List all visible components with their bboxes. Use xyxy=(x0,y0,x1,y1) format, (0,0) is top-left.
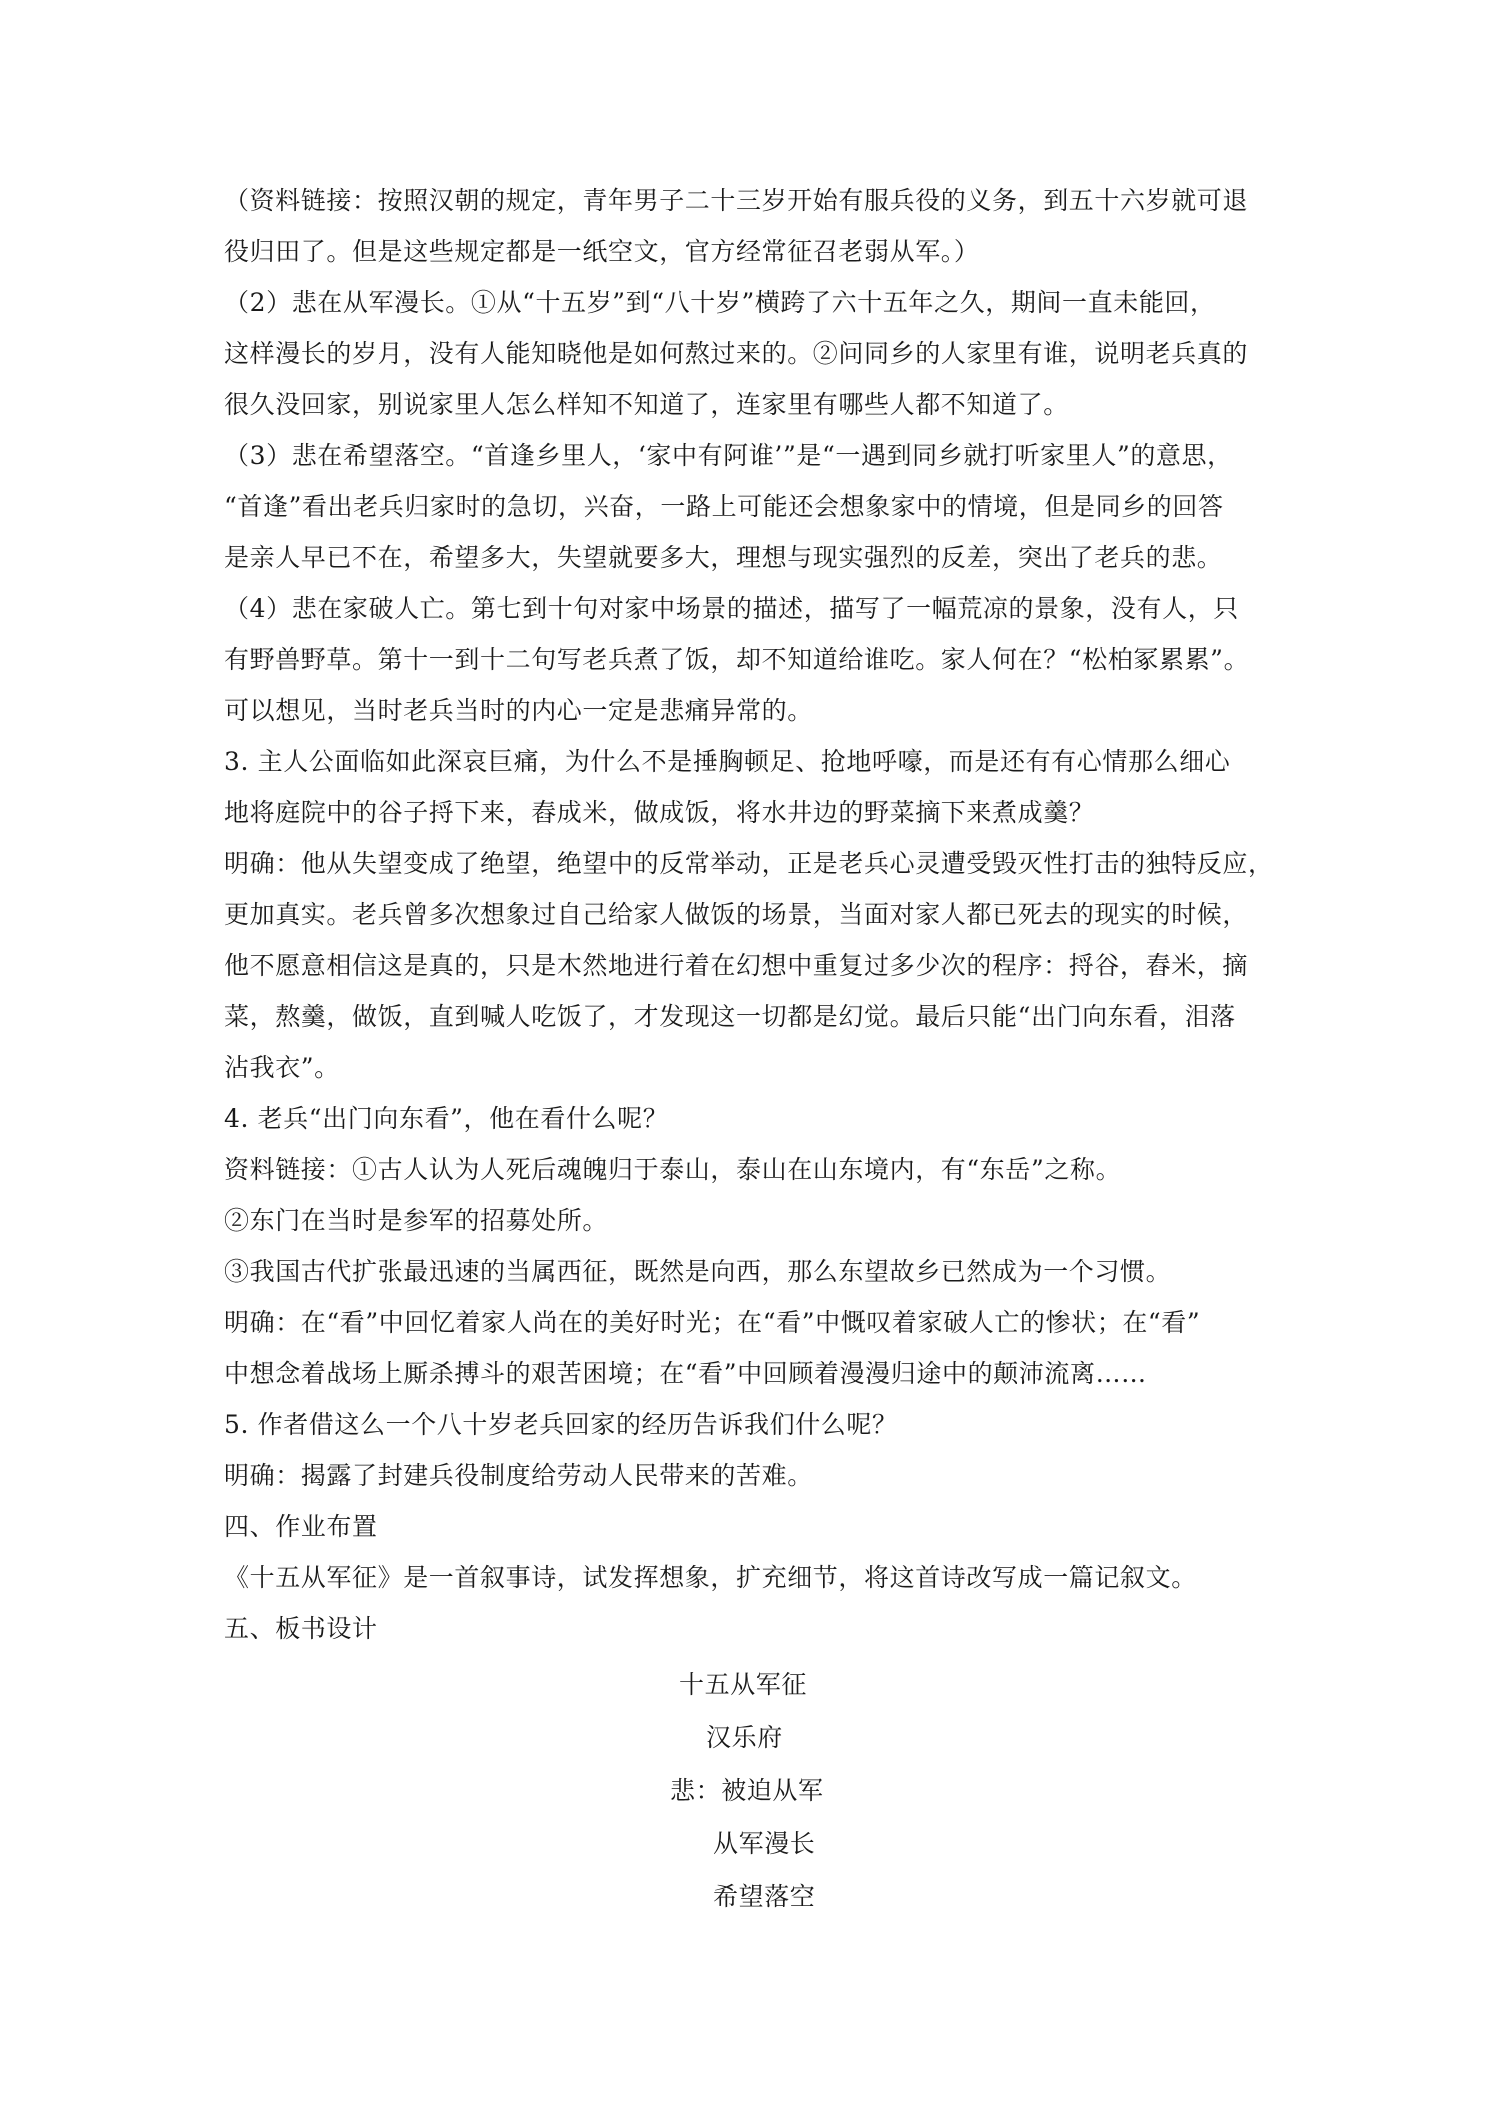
text-line: 有野兽野草。第十一到十二句写老兵煮了饭，却不知道给谁吃。家人何在？“松柏冢累累”。 xyxy=(224,645,1250,674)
text-line: 役归田了。但是这些规定都是一纸空文，官方经常征召老弱从军。） xyxy=(224,237,980,266)
board-item: 希望落空 xyxy=(713,1882,816,1911)
text-line: 很久没回家，别说家里人怎么样知不知道了，连家里有哪些人都不知道了。 xyxy=(224,390,1069,419)
text-line: 可以想见，当时老兵当时的内心一定是悲痛异常的。 xyxy=(224,696,813,725)
text-line: ③我国古代扩张最迅速的当属西征，既然是向西，那么东望故乡已然成为一个习惯。 xyxy=(224,1257,1172,1286)
document-body xyxy=(224,175,1280,1923)
text-line: 这样漫长的岁月，没有人能知晓他是如何熬过来的。②问同乡的人家里有谁，说明老兵真的 xyxy=(224,339,1249,368)
answer-line: 他不愿意相信这是真的，只是木然地进行着在幻想中重复过多少次的程序：捋谷，舂米，摘 xyxy=(224,951,1249,980)
answer-line: 更加真实。老兵曾多次想象过自己给家人做饭的场景，当面对家人都已死去的现实的时候， xyxy=(224,900,1249,929)
answer-line: 明确：揭露了封建兵役制度给劳动人民带来的苦难。 xyxy=(224,1461,813,1490)
section-heading: 五、板书设计 xyxy=(224,1614,378,1643)
section-heading: 四、作业布置 xyxy=(224,1512,378,1541)
text-line: （4）悲在家破人亡。第七到十句对家中场景的描述，描写了一幅荒凉的景象，没有人，只 xyxy=(224,594,1239,623)
answer-line: 菜，熬羹，做饭，直到喊人吃饭了，才发现这一切都是幻觉。最后只能“出门向东看，泪落 xyxy=(224,1002,1236,1031)
answer-line: 明确：在“看”中回忆着家人尚在的美好时光；在“看”中慨叹着家破人亡的惨状；在“看” xyxy=(224,1308,1201,1337)
board-item: 从军漫长 xyxy=(713,1829,816,1858)
board-item: 悲：被迫从军 xyxy=(670,1776,824,1805)
text-line: 是亲人早已不在，希望多大，失望就要多大，理想与现实强烈的反差，突出了老兵的悲。 xyxy=(224,543,1223,572)
question-line: 地将庭院中的谷子捋下来，舂成米，做成饭，将水井边的野菜摘下来煮成羹？ xyxy=(224,798,1095,827)
question-line: 4. 老兵“出门向东看”，他在看什么呢？ xyxy=(224,1104,669,1133)
question-line: 3. 主人公面临如此深哀巨痛，为什么不是捶胸顿足、抢地呼嚎，而是还有有心情那么细心 xyxy=(224,747,1231,776)
text-line: 《十五从军征》是一首叙事诗，试发挥想象，扩充细节，将这首诗改写成一篇记叙文。 xyxy=(224,1563,1197,1592)
answer-line: 明确：他从失望变成了绝望，绝望中的反常举动，正是老兵心灵遭受毁灭性打击的独特反应， xyxy=(224,849,1274,878)
text-line: “首逢”看出老兵归家时的急切，兴奋，一路上可能还会想象家中的情境，但是同乡的回答 xyxy=(224,492,1224,521)
text-line: ②东门在当时是参军的招募处所。 xyxy=(224,1206,609,1235)
text-line: （2）悲在从军漫长。①从“十五岁”到“八十岁”横跨了六十五年之久，期间一直未能回， xyxy=(224,288,1216,317)
question-line: 5. 作者借这么一个八十岁老兵回家的经历告诉我们什么呢？ xyxy=(224,1410,898,1439)
board-author: 汉乐府 xyxy=(706,1723,783,1752)
board-title: 十五从军征 xyxy=(679,1670,808,1699)
answer-line: 中想念着战场上厮杀搏斗的艰苦困境；在“看”中回顾着漫漫归途中的颠沛流离…… xyxy=(224,1359,1147,1388)
text-line: 资料链接：①古人认为人死后魂魄归于泰山，泰山在山东境内，有“东岳”之称。 xyxy=(224,1155,1122,1184)
answer-line: 沾我衣”。 xyxy=(224,1053,340,1082)
text-line: （资料链接：按照汉朝的规定，青年男子二十三岁开始有服兵役的义务，到五十六岁就可退 xyxy=(224,186,1249,215)
board-design xyxy=(224,1658,1280,1923)
text-line: （3）悲在希望落空。“首逢乡里人，‘家中有阿谁’”是“一遇到同乡就打听家里人”的意思， xyxy=(224,441,1233,470)
